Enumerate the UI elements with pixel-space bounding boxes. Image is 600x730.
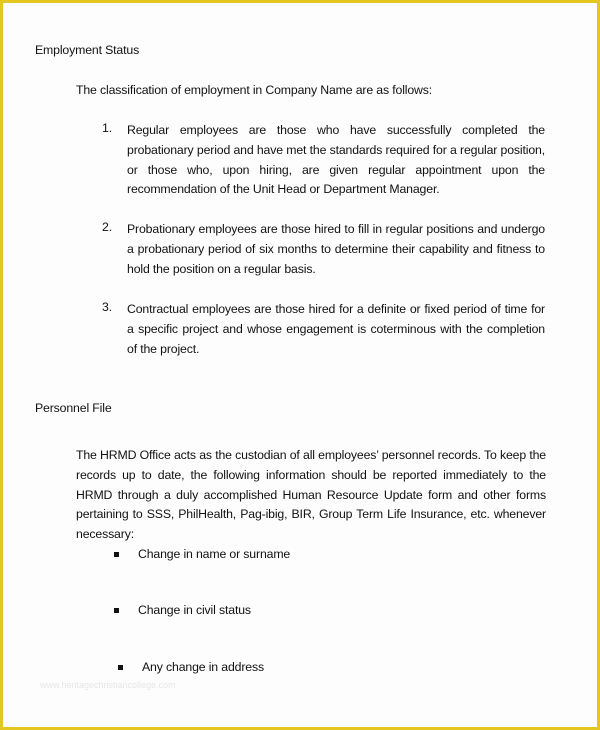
bullet-square-icon [118, 665, 123, 670]
list-text: Contractual employees are those hired for a definite or fixed period of time for a specific project and whose engagement is coterminous with the completion of the project. [127, 302, 545, 356]
list-text: Regular employees are those who have successfully completed the probationary period and have met the standards required for a regular position, or those who, upon hiring, are given regular appointment upon the recommendation of the Unit Head or Department Manager. [127, 123, 545, 197]
bullet-label: Any change in address [142, 660, 264, 674]
bullet-label: Change in name or surname [138, 547, 291, 561]
bullet-square-icon [114, 608, 119, 613]
bullet-square-icon [114, 552, 119, 557]
list-number: 1. [102, 121, 112, 135]
bullet-label: Change in civil status [138, 603, 251, 617]
personnel-file-intro: The HRMD Office acts as the custodian of all employees’ personnel records. To keep the records up to date, the following information should be reported immediately to the HRMD through a duly accomplished Human Resource Update form and other forms pertaining to SSS, PhilHealth, Pag-ibig, BIR, Group Term Life Insurance, etc. whenever necessary: [76, 448, 546, 542]
watermark: www.heritagechristiancollege.com [40, 680, 176, 690]
list-number: 2. [102, 220, 112, 234]
employment-status-intro: The classification of employment in Company Name are as follows: [76, 83, 433, 97]
employment-status-heading: Employment Status [35, 43, 140, 57]
list-text: Probationary employees are those hired to fill in regular positions and undergo a probationary period of six months to determine their capability and fitness to hold the position on a regular basis. [127, 222, 545, 276]
personnel-file-heading: Personnel File [35, 401, 112, 415]
list-number: 3. [102, 300, 112, 314]
